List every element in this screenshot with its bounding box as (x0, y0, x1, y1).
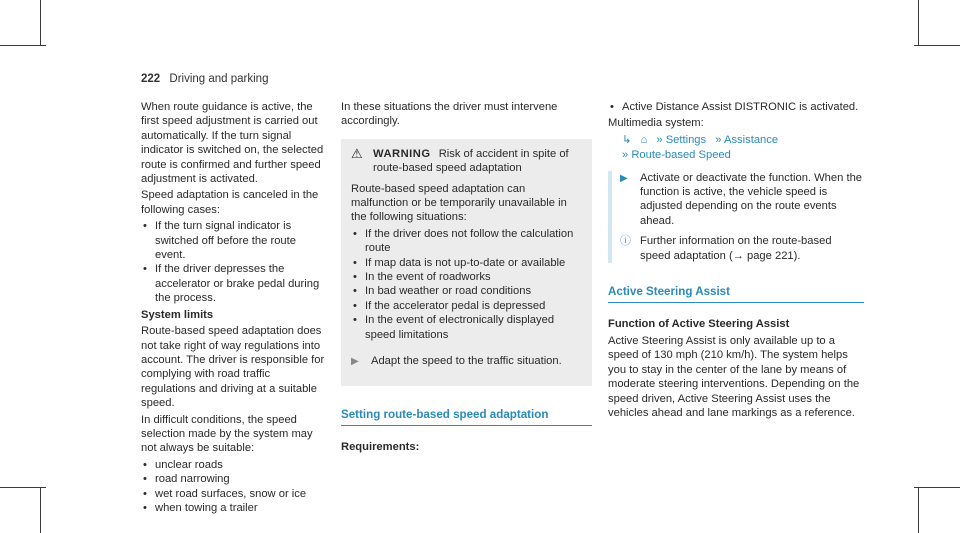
requirements-label: Requirements: (341, 440, 420, 453)
column-2 (341, 100, 592, 456)
section-title: Active Steering Assist (608, 285, 864, 303)
chevron-right-icon: » (715, 133, 722, 146)
instruction-step (620, 171, 864, 229)
warning-list (351, 227, 582, 342)
info-icon: ⓘ (620, 235, 631, 248)
chevron-right-icon: » (656, 133, 663, 146)
path-assistance: Assistance (723, 133, 779, 146)
crop-mark (0, 45, 46, 46)
note-text: Further information on the route-based speed adaptation (→ page 221). (640, 235, 832, 262)
path-settings: Settings (665, 133, 707, 146)
list-item: • If the turn signal indicator is switched off before the route event. (141, 219, 325, 262)
page-number: 222 (141, 73, 161, 85)
list-item: • If map data is not up-to-date or available (351, 256, 582, 270)
list-item: • If the accelerator pedal is depressed (351, 299, 582, 313)
page-header (141, 73, 864, 85)
info-note (620, 234, 864, 263)
instruction-step (351, 354, 582, 369)
list-item: • Active Distance Assist DISTRONIC is activated. (608, 100, 864, 114)
crop-mark (914, 487, 960, 488)
step-arrow-icon: ▶ (351, 356, 359, 368)
list-item: • In the event of electronically displayed speed limitations (351, 313, 582, 342)
crop-mark (914, 45, 960, 46)
crop-mark (918, 487, 919, 533)
subheading: Function of Active Steering Assist (608, 318, 790, 331)
paragraph: When route guidance is active, the first speed adjustment is carried out automatically. If the turn signal indicator is switched on, the selected route is confirmed and further speed adjustment is activated. (141, 101, 324, 186)
home-icon: ⌂ (640, 133, 648, 146)
paragraph: Active Steering Assist is only available up to a speed of 130 mph (210 km/h). The system helps you to stay in the center of the lane by means of moderate steering interventions. Depending on the speed driven, Active Steering Assist uses the vehicles ahead and lane markings as a reference. (608, 334, 860, 419)
section-name: Driving and parking (169, 73, 269, 85)
section-title: Setting route-based speed adaptation (341, 408, 592, 426)
step-arrow-icon: ▶ (620, 172, 628, 184)
warning-header (351, 147, 582, 176)
path-route-based-speed: Route-based Speed (631, 149, 731, 162)
requirements-list (608, 100, 864, 114)
list-item: • wet road surfaces, snow or ice (141, 487, 325, 501)
warning-title: Risk of accident in spite of route-based speed adaptation (373, 147, 569, 175)
list-item: • In bad weather or road conditions (351, 284, 582, 298)
warning-triangle-icon: ⚠ (351, 145, 363, 161)
multimedia-label: Multimedia system: (608, 117, 704, 130)
cancel-cases-list (141, 219, 325, 305)
warning-box (341, 139, 592, 386)
list-item: • If the driver does not follow the calculation route (351, 227, 582, 256)
list-item: • when towing a trailer (141, 501, 325, 515)
warning-label: WARNING (373, 147, 431, 160)
enter-arrow-icon: ↳ (622, 133, 632, 146)
column-3 (608, 100, 864, 422)
step-text: Activate or deactivate the function. When the function is active, the vehicle speed is adjusted depending on the route events ahead. (640, 171, 863, 227)
chevron-right-icon: » (622, 149, 629, 162)
step-block (608, 171, 864, 263)
paragraph: Speed adaptation is canceled in the following cases: (141, 189, 319, 216)
paragraph: In these situations the driver must intervene accordingly. (341, 101, 558, 128)
paragraph: In difficult conditions, the speed selection made by the system may not always be suitable: (141, 413, 313, 455)
paragraph: Route-based speed adaptation does not take right of way regulations into account. The driver is responsible for complying with road traffic regulations and driving at a suitable speed. (141, 325, 325, 410)
conditions-list (141, 458, 325, 516)
crop-mark (0, 487, 46, 488)
list-item: • In the event of roadworks (351, 270, 582, 284)
step-text: Adapt the speed to the traffic situation. (371, 355, 562, 368)
crop-mark (918, 0, 919, 46)
list-item: • If the driver depresses the accelerator or brake pedal during the process. (141, 262, 325, 305)
column-1 (141, 100, 325, 517)
menu-path (622, 133, 864, 163)
warning-body: Route-based speed adaptation can malfunction or be temporarily unavailable in the following situations: (351, 182, 567, 224)
list-item: • road narrowing (141, 472, 325, 486)
crop-mark (40, 487, 41, 533)
crop-mark (40, 0, 41, 46)
subheading: System limits (141, 308, 214, 321)
list-item: • unclear roads (141, 458, 325, 472)
